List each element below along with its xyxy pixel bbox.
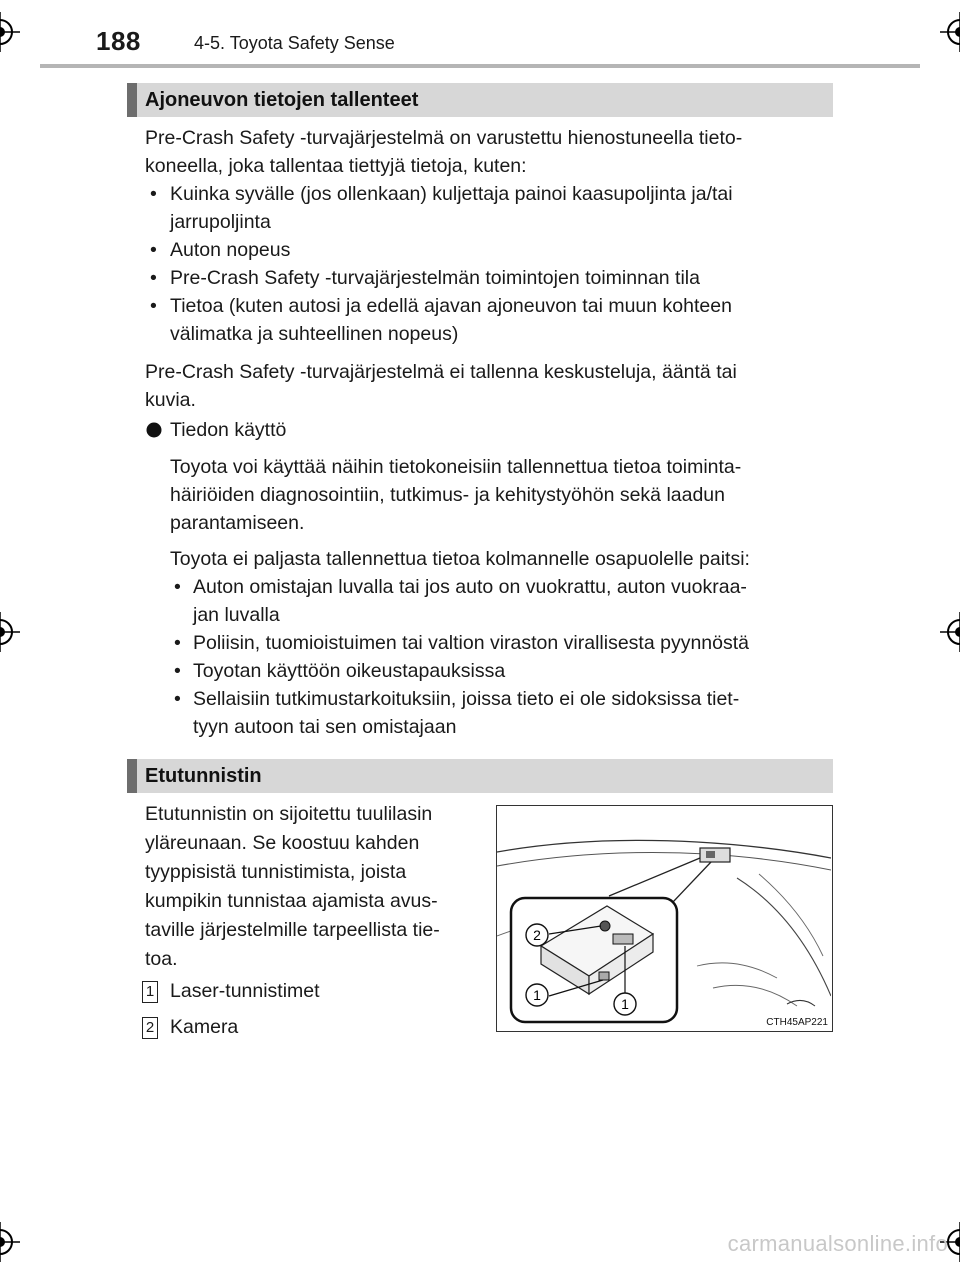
- intro-paragraph: [145, 124, 827, 180]
- section-heading: Etutunnistin: [145, 765, 262, 787]
- registration-mark-icon: [0, 1222, 20, 1262]
- illustration-code: CTH45AP221: [766, 1017, 828, 1028]
- list-item: Tietoa (kuten autosi ja edellä ajavan ajoneuvon tai muun kohteen välimatka ja suhteellinen nopeus): [170, 295, 732, 345]
- text-line: Pre-Crash Safety -turvajärjestelmä on varustettu hienostuneella tieto-: [145, 127, 743, 149]
- running-title: 4-5. Toyota Safety Sense: [194, 33, 395, 53]
- registration-mark-icon: [940, 612, 960, 652]
- registration-mark-icon: [940, 12, 960, 52]
- disclosure-intro: Toyota ei paljasta tallennettua tietoa kolmannelle osapuolelle paitsi:: [170, 548, 750, 570]
- callout-label: 1: [621, 996, 629, 1012]
- text-line: koneella, joka tallentaa tiettyjä tietoja, kuten:: [145, 155, 527, 177]
- list-item: Auton omistajan luvalla tai jos auto on vuokrattu, auton vuokraa- jan luvalla: [193, 576, 747, 626]
- front-sensor-illustration: [496, 805, 833, 1032]
- no-record-paragraph: Pre-Crash Safety -turvajärjestelmä ei tallenna keskusteluja, ääntä tai kuvia.: [145, 361, 737, 411]
- header-rule: [40, 64, 920, 68]
- section-heading: Ajoneuvon tietojen tallenteet: [145, 89, 419, 111]
- use-paragraph: Toyota voi käyttää näihin tietokoneisiin tallennettua tietoa toiminta- häiriöiden diagnosointiin, tutkimus- ja kehitystyöhön sekä laadun parantamiseen.: [170, 456, 742, 534]
- subheading: Tiedon käyttö: [170, 419, 287, 441]
- windshield-sensor-drawing: [497, 806, 831, 1030]
- page-number: 188: [96, 26, 141, 56]
- list-item: Auton nopeus: [170, 239, 291, 261]
- sensor-description: Etutunnistin on sijoitettu tuulilasin yläreunaan. Se koostuu kahden tyyppisistä tunnistimista, joista kumpikin tunnistaa ajamista avus- taville järjestelmille tarpeellista tie- toa.: [145, 803, 440, 970]
- watermark: carmanualsonline.info: [727, 1231, 948, 1256]
- list-item: Toyotan käyttöön oikeustapauksissa: [193, 660, 506, 682]
- item-number-badge: 1: [142, 981, 158, 1003]
- filled-circle-bullet-icon: [146, 422, 162, 438]
- item-label-laser: Laser-tunnistimet: [170, 980, 320, 1002]
- section-heading-bar: [127, 759, 833, 793]
- list-item: Kuinka syvälle (jos ollenkaan) kuljettaja painoi kaasupoljinta ja/tai jarrupoljinta: [170, 183, 733, 233]
- registration-mark-icon: [0, 12, 20, 52]
- list-item: Pre-Crash Safety -turvajärjestelmän toimintojen toiminnan tila: [170, 267, 700, 289]
- callout-label: 1: [533, 987, 541, 1003]
- item-label-camera: Kamera: [170, 1016, 239, 1038]
- list-item: Poliisin, tuomioistuimen tai valtion viraston virallisesta pyynnöstä: [193, 632, 749, 654]
- callout-label: 2: [533, 927, 541, 943]
- section-heading-bar: [127, 83, 833, 117]
- list-item: Sellaisiin tutkimustarkoituksiin, joissa tieto ei ole sidoksissa tiet- tyyn autoon tai sen omistajaan: [193, 688, 740, 738]
- registration-mark-icon: [0, 612, 20, 652]
- item-number-badge: 2: [142, 1017, 158, 1039]
